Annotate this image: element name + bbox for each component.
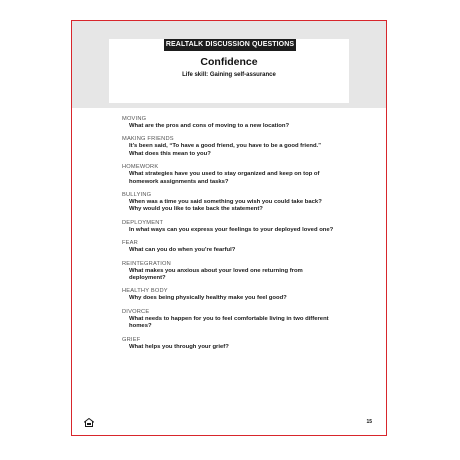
question-text: What needs to happen for you to feel comfortable living in two different xyxy=(129,315,329,322)
question-category: MAKING FRIENDS xyxy=(122,136,174,143)
question-bullying xyxy=(122,192,384,214)
question-category: HOMEWORK xyxy=(122,164,159,171)
question-category: MOVING xyxy=(122,116,147,122)
section-tag: REALTALK DISCUSSION QUESTIONS xyxy=(164,39,296,51)
question-text: It’s been said, “To have a good friend, you have to be a good friend.” xyxy=(129,143,322,150)
question-category: FEAR xyxy=(122,240,138,247)
question-moving xyxy=(122,116,384,130)
question-category: DIVORCE xyxy=(122,308,150,315)
question-reintegration xyxy=(122,261,384,283)
question-category: REINTEGRATION xyxy=(122,260,171,267)
header-card xyxy=(109,39,349,103)
question-category: BULLYING xyxy=(122,192,152,199)
question-text: What does this mean to you? xyxy=(129,150,211,157)
page-title: Confidence xyxy=(200,56,258,68)
question-deployment xyxy=(122,220,384,234)
question-healthy-body xyxy=(122,288,384,302)
question-category: HEALTHY BODY xyxy=(122,288,168,295)
question-making-friends xyxy=(122,136,384,158)
question-list xyxy=(122,116,384,357)
worksheet-page xyxy=(71,20,387,436)
question-text: homes? xyxy=(129,323,152,330)
question-text: Why would you like to take back the statement? xyxy=(129,206,263,213)
question-fear xyxy=(122,240,384,254)
question-text: What can you do when you’re fearful? xyxy=(129,247,236,254)
question-text: What helps you through your grief? xyxy=(129,343,229,350)
page-number: 15 xyxy=(366,419,372,425)
question-text: In what ways can you express your feelings to your deployed loved one? xyxy=(129,226,334,233)
question-category: GRIEF xyxy=(122,336,141,343)
question-text: deployment? xyxy=(129,275,166,282)
question-text: What strategies have you used to stay organized and keep on top of xyxy=(129,171,320,178)
question-divorce xyxy=(122,309,384,331)
house-logo-icon xyxy=(84,418,94,427)
page-subtitle: Life skill: Gaining self-assurance xyxy=(182,72,276,78)
question-grief xyxy=(122,337,384,351)
question-text: homework assignments and tasks? xyxy=(129,178,229,185)
question-text: Why does being physically healthy make you feel good? xyxy=(129,295,287,302)
question-text: What are the pros and cons of moving to a new location? xyxy=(129,123,290,129)
question-text: What makes you anxious about your loved one returning from xyxy=(129,267,303,274)
question-category: DEPLOYMENT xyxy=(122,219,164,226)
question-homework xyxy=(122,164,384,186)
question-text: When was a time you said something you wish you could take back? xyxy=(129,199,322,206)
